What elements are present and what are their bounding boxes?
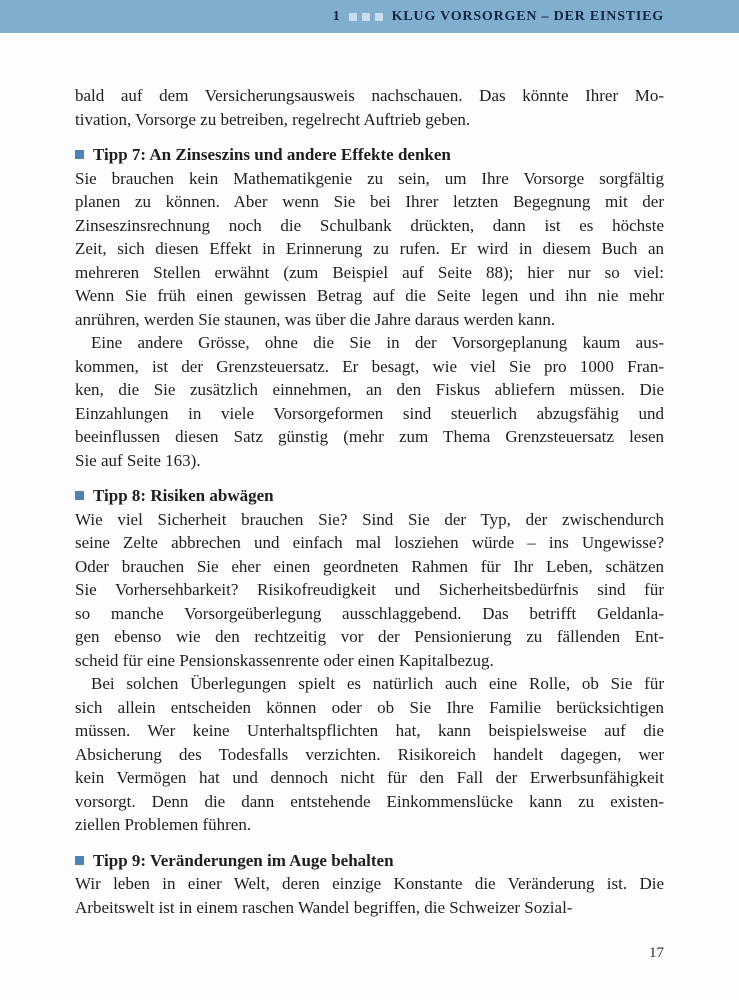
paragraph-line: ken, die Sie zusätzlich einnehmen, an den Fiskus abliefern müssen. Die: [75, 380, 664, 399]
chapter-squares-icon: [349, 13, 383, 21]
paragraph: [75, 872, 664, 919]
paragraph-line: beeinflussen diesen Satz günstig (mehr zum Thema Grenzsteuersatz lesen: [75, 427, 664, 446]
tip-heading: [75, 849, 664, 873]
paragraph-line: Wie viel Sicherheit brauchen Sie? Sind Sie der Typ, der zwischendurch: [75, 509, 664, 529]
tip-heading: [75, 143, 664, 167]
paragraph-line: Wenn Sie früh einen gewissen Betrag auf die Seite legen und ihn nie mehr: [75, 286, 664, 305]
paragraph-line: planen zu können. Aber wenn Sie bei Ihrer letzten Begegnung mit der: [75, 192, 664, 211]
paragraph-line: müssen. Wer keine Unterhaltspflichten hat, kann beispielsweise auf die: [75, 721, 664, 740]
paragraph-line: Sie Vorhersehbarkeit? Risikofreudigkeit und Sicherheitsbedürfnis sind für: [75, 580, 664, 599]
paragraph-line: Sie auf Seite 163).: [75, 450, 201, 470]
paragraph-line: Absicherung des Todesfalls verzichten. Risikoreich handelt dagegen, wer: [75, 744, 664, 764]
paragraph: [75, 508, 664, 673]
paragraph-line: tivation, Vorsorge zu betreiben, regelrecht Auftrieb geben.: [75, 109, 471, 129]
paragraph-line: anrühren, werden Sie staunen, was über die Jahre daraus werden kann.: [75, 309, 556, 329]
paragraph-line: mehreren Stellen erwähnt (zum Beispiel auf Seite 88); hier nur so viel:: [75, 262, 664, 282]
tip-bullet-icon: [75, 491, 84, 500]
paragraph-line: scheid für eine Pensionskassenrente oder einen Kapitalbezug.: [75, 650, 494, 670]
paragraph-line: Arbeitswelt ist in einem raschen Wandel begriffen, die Schweizer Sozial-: [75, 897, 573, 917]
paragraph-line: Zinseszinsrechnung noch die Schulbank drückten, dann ist es höchste: [75, 215, 664, 235]
paragraph-line: kein Vermögen hat und dennoch nicht für den Fall der Erwerbsunfähigkeit: [75, 768, 664, 787]
chapter-number: 1: [332, 8, 341, 24]
paragraph: [75, 167, 664, 332]
paragraph-line: so manche Vorsorgeüberlegung ausschlaggebend. Das betrifft Geldanla-: [75, 603, 664, 623]
paragraph: [75, 672, 664, 837]
chapter-header-content: [333, 9, 664, 25]
tip-heading-text: Tipp 8: Risiken abwägen: [93, 486, 274, 505]
paragraph-line: seine Zelte abbrechen und einfach mal losziehen würde – ins Ungewisse?: [75, 533, 664, 552]
paragraph-line: Sie brauchen kein Mathematikgenie zu sein, um Ihre Vorsorge sorgfältig: [75, 168, 664, 188]
tip-heading-text: Tipp 9: Veränderungen im Auge behalten: [93, 850, 394, 870]
paragraph-line: sich allein entscheiden können oder ob Sie Ihre Familie berücksichtigen: [75, 697, 664, 717]
tip-heading-text: Tipp 7: An Zinseszins und andere Effekte denken: [93, 145, 451, 164]
tip-heading: [75, 484, 664, 508]
chapter-title: KLUG VORSORGEN – DER EINSTIEG: [391, 8, 664, 24]
page-body: [0, 33, 739, 962]
paragraph: [75, 84, 664, 131]
page-footer: [0, 945, 664, 962]
paragraph-line: Bei solchen Überlegungen spielt es natürlich auch eine Rolle, ob Sie für: [91, 674, 664, 693]
paragraph: [75, 331, 664, 472]
tip-bullet-icon: [75, 856, 84, 865]
paragraph-line: ziellen Problemen führen.: [75, 815, 252, 834]
paragraph-line: vorsorgt. Denn die dann entstehende Einkommenslücke kann zu existen-: [75, 791, 664, 811]
paragraph-line: kommen, ist der Grenzsteuersatz. Er besagt, wie viel Sie pro 1000 Fran-: [75, 356, 664, 376]
paragraph-line: bald auf dem Versicherungsausweis nachschauen. Das könnte Ihrer Mo-: [75, 86, 664, 105]
paragraph-line: Oder brauchen Sie eher einen geordneten Rahmen für Ihr Leben, schätzen: [75, 556, 664, 576]
text-column: [75, 84, 664, 919]
page-number: 17: [649, 945, 664, 961]
paragraph-line: gen ebenso wie den rechtzeitig vor der Pensionierung zu fällenden Ent-: [75, 627, 664, 646]
paragraph-line: Eine andere Grösse, ohne die Sie in der Vorsorgeplanung kaum aus-: [91, 333, 664, 352]
paragraph-line: Zeit, sich diesen Effekt in Erinnerung zu rufen. Er wird in diesem Buch an: [75, 239, 664, 258]
paragraph-line: Einzahlungen in viele Vorsorgeformen sind steuerlich abzugsfähig und: [75, 403, 664, 423]
chapter-header-bar: [0, 0, 739, 33]
tip-bullet-icon: [75, 150, 84, 159]
paragraph-line: Wir leben in einer Welt, deren einzige Konstante die Veränderung ist. Die: [75, 874, 664, 893]
